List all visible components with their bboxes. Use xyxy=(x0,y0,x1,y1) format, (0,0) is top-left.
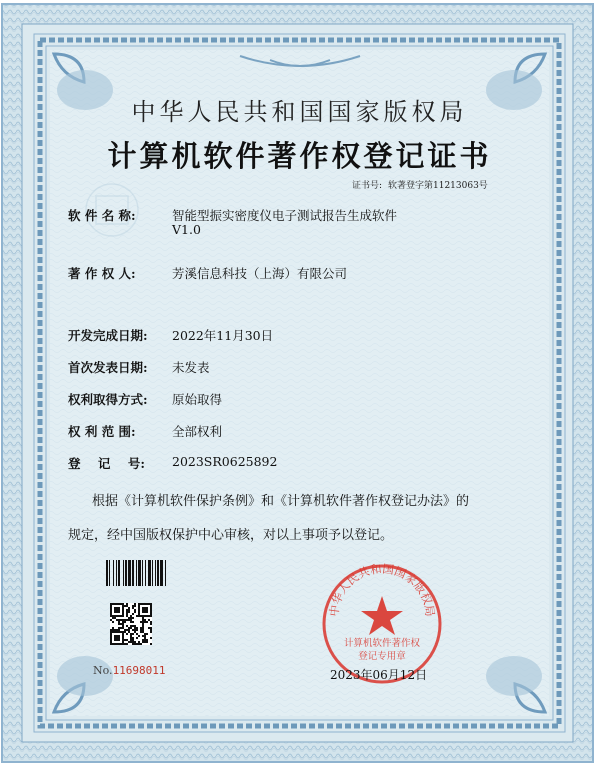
field-value-registration-no: 2023SR0625892 xyxy=(172,454,278,469)
field-label-rights-scope: 权 利 范 围: xyxy=(68,424,136,439)
seal-arc-text: 中华人民共和国国家版权局 xyxy=(326,561,438,618)
serial-prefix: No. xyxy=(93,664,113,677)
body-text-line-1: 根据《计算机软件保护条例》和《计算机软件著作权登记办法》的 xyxy=(92,494,470,509)
cert-number-label: 证书号: xyxy=(352,181,383,191)
field-value-acquisition-method: 原始取得 xyxy=(172,392,223,407)
field-label-registration-no: 登 记 号: xyxy=(68,456,145,471)
field-value-publish-date: 未发表 xyxy=(172,360,210,375)
issuer-heading: 中华人民共和国国家版权局 xyxy=(131,98,468,126)
seal-line-2: 登记专用章 xyxy=(358,651,406,662)
certificate-title: 计算机软件著作权登记证书 xyxy=(107,139,492,173)
field-label-completion-date: 开发完成日期: xyxy=(68,328,148,343)
field-value-software-name: 智能型振实密度仪电子测试报告生成软件 xyxy=(172,208,398,223)
field-label-software-name: 软 件 名 称: xyxy=(68,208,136,223)
body-text-line-2: 规定，经中国版权保护中心审核，对以上事项予以登记。 xyxy=(68,528,394,543)
qr-code-icon xyxy=(110,603,152,645)
field-label-publish-date: 首次发表日期: xyxy=(68,360,148,375)
field-value-rights-scope: 全部权利 xyxy=(172,424,223,439)
cert-number-value: 软著登字第11213063号 xyxy=(388,181,488,191)
serial-value: 11698011 xyxy=(112,664,166,677)
barcode-icon xyxy=(106,560,180,586)
field-label-acquisition-method: 权利取得方式: xyxy=(68,392,148,407)
issue-date: 2023年06月12日 xyxy=(330,668,428,682)
field-value-copyright-owner: 芳溪信息科技（上海）有限公司 xyxy=(172,266,348,281)
field-label-copyright-owner: 著 作 权 人: xyxy=(68,266,136,281)
serial-number xyxy=(93,664,166,677)
seal-line-1: 计算机软件著作权 xyxy=(343,638,421,649)
field-value-software-version: V1.0 xyxy=(172,222,201,237)
field-value-completion-date: 2022年11月30日 xyxy=(172,328,274,343)
